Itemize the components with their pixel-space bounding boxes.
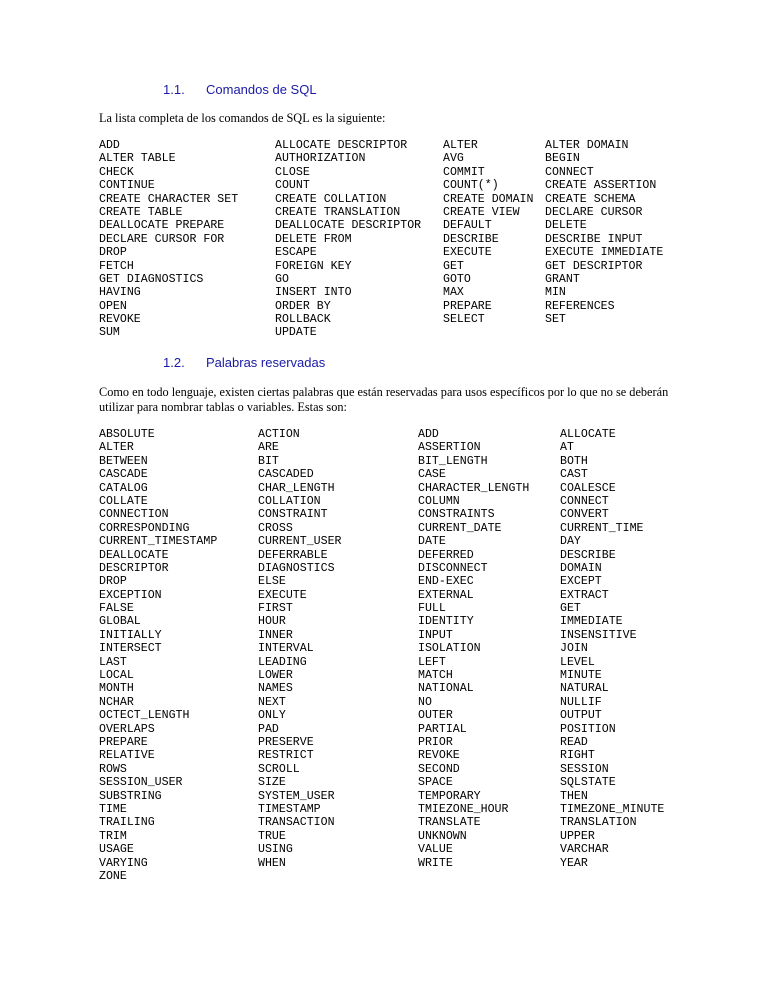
sql-command-item: REFERENCES <box>545 299 615 313</box>
sql-command-item: DESCRIBE INPUT <box>545 232 643 246</box>
sql-command-item: AUTHORIZATION <box>275 152 366 166</box>
reserved-word-item: END-EXEC <box>418 575 474 589</box>
reserved-word-item: DEFERRABLE <box>258 548 328 562</box>
reserved-word-item: CONNECTION <box>99 508 169 522</box>
sql-command-item: COUNT(*) <box>443 179 499 193</box>
reserved-word-item: SIZE <box>258 776 286 790</box>
reserved-word-item: OVERLAPS <box>99 722 155 736</box>
sql-command-item: SELECT <box>443 313 485 327</box>
reserved-word-item: CONNECT <box>560 494 609 508</box>
reserved-word-item: SYSTEM_USER <box>258 789 335 803</box>
sql-command-item <box>545 326 685 339</box>
commands-list <box>99 139 685 340</box>
reserved-word-item: AT <box>560 441 574 455</box>
reserved-word-item: EXCEPTION <box>99 588 162 602</box>
reserved-word-item: VALUE <box>418 843 453 857</box>
reserved-word-item: CASCADE <box>99 468 148 482</box>
reserved-word-item: ROWS <box>99 762 127 776</box>
sql-command-item: DELETE <box>545 219 587 233</box>
sql-command-item: FETCH <box>99 259 134 273</box>
sql-command-item: SUM <box>99 326 120 340</box>
sql-command-item <box>443 326 545 339</box>
reserved-word-item: SESSION <box>560 762 609 776</box>
reserved-word-item: DATE <box>418 535 446 549</box>
reserved-word-item: CASE <box>418 468 446 482</box>
reserved-word-item: USAGE <box>99 843 134 857</box>
reserved-word-item: JOIN <box>560 642 588 656</box>
reserved-word-item: INTERVAL <box>258 642 314 656</box>
reserved-word-item: INSENSITIVE <box>560 628 637 642</box>
sql-command-item: HAVING <box>99 286 141 300</box>
reserved-word-item: ELSE <box>258 575 286 589</box>
reserved-word-item: WRITE <box>418 856 453 870</box>
reserved-word-item: LEADING <box>258 655 307 669</box>
sql-command-item: DECLARE CURSOR FOR <box>99 232 225 246</box>
reserved-word-item: ISOLATION <box>418 642 481 656</box>
reserved-word-item: THEN <box>560 789 588 803</box>
reserved-word-item: ALLOCATE <box>560 428 616 441</box>
reserved-word-item: IDENTITY <box>418 615 474 629</box>
reserved-word-item: LEFT <box>418 655 446 669</box>
reserved-word-item: NATIONAL <box>418 682 474 696</box>
reserved-word-item: NO <box>418 695 432 709</box>
reserved-word-item: MATCH <box>418 669 453 683</box>
reserved-word-item: DROP <box>99 575 127 589</box>
reserved-word-item: IMMEDIATE <box>560 615 623 629</box>
reserved-word-item: PAD <box>258 722 279 736</box>
reserved-word-item: TEMPORARY <box>418 789 481 803</box>
sql-command-item: CHECK <box>99 165 134 179</box>
reserved-word-item: INNER <box>258 628 293 642</box>
sql-command-item: DELETE FROM <box>275 232 352 246</box>
reserved-word-item: ZONE <box>99 869 127 883</box>
reserved-word-item: SUBSTRING <box>99 789 162 803</box>
reserved-word-item: INTERSECT <box>99 642 162 656</box>
reserved-word-item: TIMESTAMP <box>258 802 321 816</box>
reserved-word-item: CAST <box>560 468 588 482</box>
reserved-word-item: TIME <box>99 802 127 816</box>
reserved-word-item: DESCRIBE <box>560 548 616 562</box>
sql-command-item: AVG <box>443 152 464 166</box>
reserved-word-item: ONLY <box>258 709 286 723</box>
sql-command-item: EXECUTE IMMEDIATE <box>545 246 664 260</box>
reserved-word-item: DISCONNECT <box>418 561 488 575</box>
reserved-word-item: LAST <box>99 655 127 669</box>
sql-command-item: CREATE TRANSLATION <box>275 205 401 219</box>
sql-command-item: CREATE ASSERTION <box>545 179 657 193</box>
reserved-word-item: RELATIVE <box>99 749 155 763</box>
reserved-word-item: GLOBAL <box>99 615 141 629</box>
section-number: 1.2. <box>163 355 185 370</box>
sql-command-item: ESCAPE <box>275 246 317 260</box>
sql-command-item: CREATE SCHEMA <box>545 192 636 206</box>
reserved-word-item: CONVERT <box>560 508 609 522</box>
reserved-word-item: FIRST <box>258 602 293 616</box>
reserved-word-item: VARYING <box>99 856 148 870</box>
reserved-word-item: INPUT <box>418 628 453 642</box>
reserved-word-item: CURRENT_TIMESTAMP <box>99 535 218 549</box>
reserved-word-item: ASSERTION <box>418 441 481 455</box>
reserved-word-item: CROSS <box>258 521 293 535</box>
reserved-word-item: OUTPUT <box>560 709 602 723</box>
reserved-word-item: VARCHAR <box>560 843 609 857</box>
sql-command-item: SET <box>545 313 566 327</box>
sql-command-item: DEALLOCATE DESCRIPTOR <box>275 219 422 233</box>
sql-command-item: EXECUTE <box>443 246 492 260</box>
reserved-word-item: ADD <box>418 428 439 441</box>
reserved-word-item: PREPARE <box>99 735 148 749</box>
reserved-word-item: ACTION <box>258 428 300 441</box>
section-heading-commands <box>163 82 317 97</box>
reserved-word-item: NCHAR <box>99 695 134 709</box>
reserved-word-item: LOWER <box>258 669 293 683</box>
reserved-word-item: TRANSLATE <box>418 816 481 830</box>
sql-command-item: ADD <box>99 139 120 152</box>
sql-command-item: CREATE VIEW <box>443 205 520 219</box>
commands-intro: La lista completa de los comandos de SQL es la siguiente: <box>99 111 386 125</box>
reserved-word-item: DIAGNOSTICS <box>258 561 335 575</box>
sql-command-item: CONNECT <box>545 165 594 179</box>
sql-command-item: FOREIGN KEY <box>275 259 352 273</box>
reserved-word-item: CATALOG <box>99 481 148 495</box>
reserved-word-item: USING <box>258 843 293 857</box>
reserved-word-item: ALTER <box>99 441 134 455</box>
sql-command-item: PREPARE <box>443 299 492 313</box>
reserved-word-item: TRANSACTION <box>258 816 335 830</box>
reserved-word-item: CURRENT_DATE <box>418 521 502 535</box>
sql-command-item: GOTO <box>443 272 471 286</box>
reserved-word-item: LOCAL <box>99 669 134 683</box>
reserved-word-item <box>258 870 418 883</box>
sql-command-item: ORDER BY <box>275 299 331 313</box>
reserved-word-item: SCROLL <box>258 762 300 776</box>
reserved-word-item: UPPER <box>560 829 595 843</box>
reserved-word-item: BETWEEN <box>99 454 148 468</box>
reserved-word-item: GET <box>560 602 581 616</box>
sql-command-item: REVOKE <box>99 313 141 327</box>
reserved-word-item: TMIEZONE_HOUR <box>418 802 509 816</box>
reserved-word-item: OCTECT_LENGTH <box>99 709 190 723</box>
reserved-word-item: NAMES <box>258 682 293 696</box>
reserved-word-item: BIT <box>258 454 279 468</box>
reserved-word-item: NULLIF <box>560 695 602 709</box>
reserved-word-item: TRAILING <box>99 816 155 830</box>
reserved-word-item: WHEN <box>258 856 286 870</box>
sql-command-item: DEFAULT <box>443 219 492 233</box>
sql-command-item: MAX <box>443 286 464 300</box>
reserved-word-item: SPACE <box>418 776 453 790</box>
reserved-word-item: COLUMN <box>418 494 460 508</box>
sql-command-item: COUNT <box>275 179 310 193</box>
reserved-word-item: CONSTRAINT <box>258 508 328 522</box>
reserved-word-item: SECOND <box>418 762 460 776</box>
reserved-word-item: EXTRACT <box>560 588 609 602</box>
reserved-words-intro: Como en todo lenguaje, existen ciertas palabras que están reservadas para usos específicos por lo que no se deberán utilizar para nombrar tablas o variables. Estas son: <box>99 385 669 414</box>
sql-command-item: ALTER <box>443 139 478 152</box>
sql-command-item: COMMIT <box>443 165 485 179</box>
sql-command-item: GET DIAGNOSTICS <box>99 272 204 286</box>
reserved-word-item: MONTH <box>99 682 134 696</box>
reserved-word-item: PRESERVE <box>258 735 314 749</box>
sql-command-item: CREATE TABLE <box>99 205 183 219</box>
reserved-word-item: FULL <box>418 602 446 616</box>
reserved-word-item: CONSTRAINTS <box>418 508 495 522</box>
sql-command-item: CREATE DOMAIN <box>443 192 534 206</box>
reserved-word-item: DESCRIPTOR <box>99 561 169 575</box>
reserved-words-list <box>99 428 690 883</box>
reserved-word-item: DEALLOCATE <box>99 548 169 562</box>
sql-command-item: CLOSE <box>275 165 310 179</box>
reserved-word-item: CHAR_LENGTH <box>258 481 335 495</box>
sql-command-item: DEALLOCATE PREPARE <box>99 219 225 233</box>
reserved-word-item: BOTH <box>560 454 588 468</box>
reserved-word-item: CURRENT_USER <box>258 535 342 549</box>
reserved-word-item: TRIM <box>99 829 127 843</box>
reserved-word-item: SESSION_USER <box>99 776 183 790</box>
reserved-word-item: FALSE <box>99 602 134 616</box>
sql-command-item: DROP <box>99 246 127 260</box>
sql-command-item: MIN <box>545 286 566 300</box>
reserved-word-item: ARE <box>258 441 279 455</box>
sql-command-item: GET <box>443 259 464 273</box>
sql-command-item: ROLLBACK <box>275 313 331 327</box>
reserved-word-item: POSITION <box>560 722 616 736</box>
reserved-word-item: EXTERNAL <box>418 588 474 602</box>
sql-command-item: ALTER TABLE <box>99 152 176 166</box>
reserved-word-item: UNKNOWN <box>418 829 467 843</box>
reserved-word-item: LEVEL <box>560 655 595 669</box>
sql-command-item: CREATE CHARACTER SET <box>99 192 239 206</box>
reserved-word-item: RESTRICT <box>258 749 314 763</box>
sql-command-item: BEGIN <box>545 152 580 166</box>
sql-command-item: ALTER DOMAIN <box>545 139 629 152</box>
sql-command-item: GRANT <box>545 272 580 286</box>
reserved-word-item: REVOKE <box>418 749 460 763</box>
reserved-word-item <box>560 870 690 883</box>
reserved-word-item: YEAR <box>560 856 588 870</box>
reserved-word-item: MINUTE <box>560 669 602 683</box>
reserved-word-item: CHARACTER_LENGTH <box>418 481 530 495</box>
reserved-word-item: NATURAL <box>560 682 609 696</box>
reserved-word-item: SQLSTATE <box>560 776 616 790</box>
reserved-word-item: CURRENT_TIME <box>560 521 644 535</box>
sql-command-item: DESCRIBE <box>443 232 499 246</box>
sql-command-item: CREATE COLLATION <box>275 192 387 206</box>
sql-command-item: UPDATE <box>275 326 317 340</box>
sql-command-item: INSERT INTO <box>275 286 352 300</box>
reserved-word-item: HOUR <box>258 615 286 629</box>
sql-command-item: DECLARE CURSOR <box>545 205 643 219</box>
sql-command-item: ALLOCATE DESCRIPTOR <box>275 139 408 152</box>
reserved-word-item: DOMAIN <box>560 561 602 575</box>
reserved-word-item: COLLATION <box>258 494 321 508</box>
reserved-word-item: DEFERRED <box>418 548 474 562</box>
reserved-word-item: EXCEPT <box>560 575 602 589</box>
reserved-word-item: RIGHT <box>560 749 595 763</box>
reserved-word-item: COALESCE <box>560 481 616 495</box>
reserved-word-item: TIMEZONE_MINUTE <box>560 802 665 816</box>
reserved-word-item: PARTIAL <box>418 722 467 736</box>
reserved-word-item: COLLATE <box>99 494 148 508</box>
section-title: Comandos de SQL <box>206 82 317 97</box>
reserved-word-item: READ <box>560 735 588 749</box>
sql-command-item: GET DESCRIPTOR <box>545 259 643 273</box>
reserved-word-item: INITIALLY <box>99 628 162 642</box>
section-title: Palabras reservadas <box>206 355 326 370</box>
reserved-word-item: ABSOLUTE <box>99 428 155 441</box>
reserved-word-item: CORRESPONDING <box>99 521 190 535</box>
reserved-word-item: OUTER <box>418 709 453 723</box>
reserved-word-item: PRIOR <box>418 735 453 749</box>
reserved-word-item: CASCADED <box>258 468 314 482</box>
reserved-word-item: TRANSLATION <box>560 816 637 830</box>
sql-command-item: CONTINUE <box>99 179 155 193</box>
section-number: 1.1. <box>163 82 185 97</box>
reserved-word-item: NEXT <box>258 695 286 709</box>
reserved-word-item: BIT_LENGTH <box>418 454 488 468</box>
sql-command-item: GO <box>275 272 289 286</box>
reserved-word-item: DAY <box>560 535 581 549</box>
reserved-word-item <box>418 870 560 883</box>
section-heading-reserved-words <box>163 355 325 370</box>
reserved-word-item: EXECUTE <box>258 588 307 602</box>
reserved-word-item: TRUE <box>258 829 286 843</box>
sql-command-item: OPEN <box>99 299 127 313</box>
